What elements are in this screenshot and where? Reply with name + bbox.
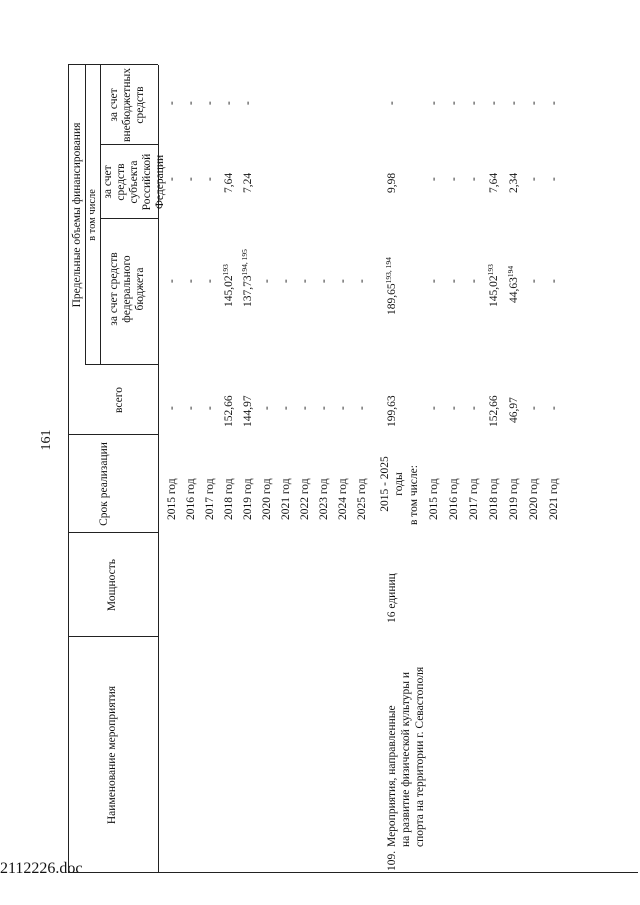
col-divider-federal [100, 218, 158, 219]
including-label: в том числе: [408, 465, 420, 525]
top-row-extra: - [242, 101, 254, 105]
sub-row-total: - [468, 406, 480, 410]
sub-row-federal [507, 266, 521, 303]
top-row-federal [203, 279, 217, 283]
measure-number: 109. [386, 850, 398, 871]
sub-row-federal [467, 279, 481, 283]
sub-row-year: 2017 год [468, 478, 480, 520]
top-row-extra: - [185, 101, 197, 105]
top-row-federal-value: - [337, 279, 349, 283]
sub-row-year: 2018 год [488, 478, 500, 520]
top-row-year: 2016 год [185, 478, 197, 520]
top-row-federal [165, 279, 179, 283]
sub-row-federal-value: - [428, 279, 440, 283]
sub-row-total: - [528, 406, 540, 410]
top-row-total: 152,66 [223, 395, 235, 427]
measure-federal-value: 189,65 [386, 283, 398, 315]
top-row-federal [298, 279, 312, 283]
top-row-federal-value: - [280, 279, 292, 283]
header-period [98, 435, 111, 533]
top-row-federal [279, 279, 293, 283]
measure-name-line: спорта на территории г. Севастополя [414, 666, 426, 847]
header-extra-text: за счет внебюджетных средств [108, 68, 146, 142]
sub-row-year: 2020 год [528, 478, 540, 520]
measure-regional: 9,98 [386, 172, 398, 193]
sub-row-total: - [428, 406, 440, 410]
top-row-federal-value: - [318, 279, 330, 283]
top-row-federal [241, 249, 255, 307]
footnote-ref: 193 [486, 264, 495, 276]
top-row-year: 2018 год [223, 478, 235, 520]
sub-row-extra: - [468, 101, 480, 105]
sub-row-extra: - [428, 101, 440, 105]
top-row-total: - [280, 406, 292, 410]
top-row-total: - [185, 406, 197, 410]
sub-row-year: 2015 год [428, 478, 440, 520]
col-divider-regional [100, 144, 158, 145]
top-row-total: - [356, 406, 368, 410]
sub-row-federal-value: - [548, 279, 560, 283]
footnote-ref: 193 [221, 264, 230, 276]
sub-row-year: 2016 год [448, 478, 460, 520]
top-row-year: 2022 год [299, 478, 311, 520]
sub-row-federal [547, 279, 561, 283]
top-row-federal [317, 279, 331, 283]
top-row-extra: - [223, 101, 235, 105]
top-row-extra: - [204, 101, 216, 105]
sub-row-year: 2019 год [508, 478, 520, 520]
top-row-year: 2017 год [204, 478, 216, 520]
top-row-federal [336, 279, 350, 283]
top-row-total: 144,97 [242, 395, 254, 427]
top-row-year: 2019 год [242, 478, 254, 520]
top-row-total: - [318, 406, 330, 410]
top-row-regional: 7,64 [223, 172, 235, 193]
header-including: в том числе [87, 189, 98, 241]
header-limits: Предельные объемы финансирования [71, 122, 83, 308]
including-divider-line [100, 65, 101, 365]
top-row-total: - [299, 406, 311, 410]
top-row-federal-value: - [356, 279, 368, 283]
sub-row-regional: - [428, 177, 440, 181]
header-capacity: Мощность [106, 558, 118, 612]
top-row-year: 2015 год [166, 478, 178, 520]
sub-row-federal-value: 145,02 [488, 275, 500, 307]
measure-federal [385, 257, 399, 315]
top-row-federal-value: - [166, 279, 178, 283]
header-federal [108, 243, 147, 335]
sub-row-federal [487, 264, 501, 307]
top-row-total: - [166, 406, 178, 410]
top-row-federal [260, 279, 274, 283]
top-row-regional: - [166, 177, 178, 181]
top-row-federal-value: 137,73 [242, 275, 254, 307]
top-row-federal [355, 279, 369, 283]
sub-row-total: 152,66 [488, 395, 500, 427]
header-regional-text: за счет средств субъекта Российской Федерации [102, 153, 166, 211]
measure-capacity: 16 единиц [386, 573, 398, 623]
sub-row-extra: - [528, 101, 540, 105]
top-row-regional: - [185, 177, 197, 181]
footnote-ref: 194, 195 [240, 249, 249, 276]
header-extra [108, 67, 147, 143]
top-row-total: - [261, 406, 273, 410]
sub-row-extra: - [508, 101, 520, 105]
table-top-line [68, 65, 69, 873]
footer-code: 2112226.doc [0, 860, 83, 877]
header-federal-text: за счет средств федерального бюджета [108, 252, 146, 326]
sub-row-year: 2021 год [548, 478, 560, 520]
top-row-regional: 7,24 [242, 172, 254, 193]
sub-row-extra: - [488, 101, 500, 105]
header-name: Наименование мероприятия [106, 685, 118, 825]
sub-row-federal-value: - [448, 279, 460, 283]
top-row-year: 2025 год [356, 478, 368, 520]
sub-row-federal [527, 279, 541, 283]
top-row-federal-value: - [185, 279, 197, 283]
sub-row-regional: 2,34 [508, 172, 520, 193]
sub-row-federal-value: - [468, 279, 480, 283]
sub-row-regional: 7,64 [488, 172, 500, 193]
top-row-total: - [337, 406, 349, 410]
top-row-federal-value: - [299, 279, 311, 283]
sub-row-federal-value: - [528, 279, 540, 283]
table-left-border [68, 872, 638, 873]
measure-period-line: 2015 - 2025 [379, 456, 391, 512]
sub-row-extra: - [548, 101, 560, 105]
measure-period-line: годы [393, 472, 405, 496]
sub-row-total: 46,97 [508, 397, 520, 423]
top-row-total: - [204, 406, 216, 410]
sub-row-federal [427, 279, 441, 283]
measure-name-line: Мероприятия, направленные [386, 705, 398, 847]
top-row-federal [222, 264, 236, 307]
header-period-text: Срок реализации [98, 442, 110, 526]
sub-row-regional: - [548, 177, 560, 181]
top-row-federal [184, 279, 198, 283]
sub-row-regional: - [528, 177, 540, 181]
top-row-year: 2021 год [280, 478, 292, 520]
measure-extra: - [386, 101, 398, 105]
top-row-extra: - [166, 101, 178, 105]
footnote-ref: 193, 194 [384, 257, 393, 284]
sub-row-federal-value: 44,63 [508, 277, 520, 303]
top-row-year: 2023 год [318, 478, 330, 520]
header-total: всего [113, 387, 125, 413]
top-row-regional: - [204, 177, 216, 181]
header-regional [102, 147, 167, 217]
top-row-federal-value: 145,02 [223, 275, 235, 307]
top-row-year: 2020 год [261, 478, 273, 520]
top-row-federal-value: - [261, 279, 273, 283]
sub-row-regional: - [448, 177, 460, 181]
measure-name-line: на развитие физической культуры и [400, 672, 412, 847]
measure-total: 199,63 [386, 395, 398, 427]
top-row-year: 2024 год [337, 478, 349, 520]
top-row-federal-value: - [204, 279, 216, 283]
sub-row-regional: - [468, 177, 480, 181]
sub-row-total: - [448, 406, 460, 410]
footnote-ref: 194 [506, 265, 515, 278]
sub-row-federal [447, 279, 461, 283]
page-number: 161 [39, 429, 54, 451]
sub-row-total: - [548, 406, 560, 410]
sub-row-extra: - [448, 101, 460, 105]
